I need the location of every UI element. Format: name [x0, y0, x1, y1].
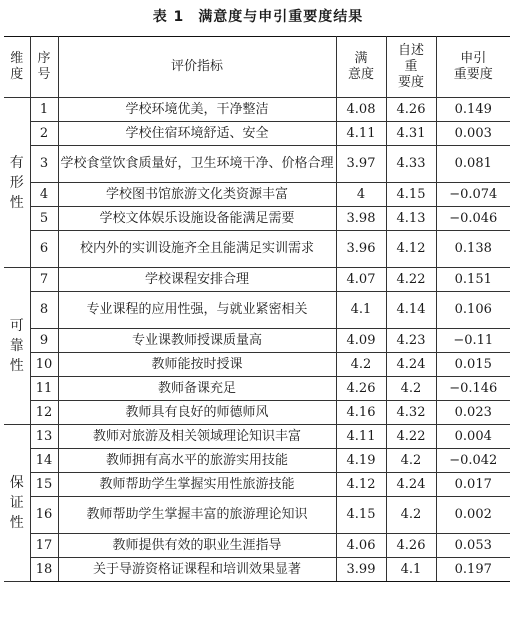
indicator-cell	[58, 377, 336, 401]
index-cell	[30, 401, 58, 425]
self-importance-cell	[386, 329, 436, 353]
self-importance-cell	[386, 534, 436, 558]
indicator-cell	[58, 473, 336, 497]
self-importance-cell	[386, 473, 436, 497]
self-importance-cell	[386, 292, 436, 329]
indicator-cell	[58, 497, 336, 534]
derived-importance-value: 0.017	[454, 476, 492, 492]
derived-importance-cell	[436, 268, 510, 292]
satisfaction-value: 3.98	[346, 210, 376, 226]
indicator-value: 学校住宿环境舒适、安全	[125, 125, 269, 141]
table-row	[4, 558, 510, 582]
table-row	[4, 329, 510, 353]
satisfaction-value: 3.99	[346, 561, 376, 577]
satisfaction-value: 4.08	[346, 101, 376, 117]
indicator-cell	[58, 534, 336, 558]
self-importance-cell	[386, 449, 436, 473]
self-importance-value: 4.22	[396, 428, 426, 444]
satisfaction-value: 4.09	[346, 332, 376, 348]
indicator-value: 教师帮助学生掌握实用性旅游技能	[99, 476, 295, 492]
table-row	[4, 268, 510, 292]
self-importance-value: 4.14	[396, 302, 426, 317]
self-importance-cell	[386, 231, 436, 268]
self-importance-value: 4.12	[396, 241, 426, 256]
derived-importance-value: 0.002	[454, 507, 492, 522]
satisfaction-value: 3.97	[346, 156, 376, 171]
results-table	[4, 36, 510, 582]
table-row	[4, 401, 510, 425]
derived-importance-cell	[436, 146, 510, 183]
self-importance-value: 4.31	[396, 125, 426, 141]
derived-importance-value: 0.197	[454, 561, 492, 577]
derived-importance-value: 0.106	[454, 302, 492, 317]
index-cell	[30, 292, 58, 329]
satisfaction-value: 4.26	[346, 380, 376, 396]
index-cell	[30, 122, 58, 146]
index-value: 2	[39, 125, 49, 141]
indicator-value: 学校文体娱乐设施设备能满足需要	[99, 210, 295, 226]
index-cell	[30, 558, 58, 582]
index-value: 17	[35, 537, 53, 553]
index-value: 12	[35, 404, 53, 420]
index-cell	[30, 98, 58, 122]
index-value: 4	[39, 186, 49, 202]
self-importance-cell	[386, 401, 436, 425]
index-cell	[30, 183, 58, 207]
derived-importance-value: 0.023	[454, 404, 492, 420]
index-value: 5	[39, 210, 49, 226]
derived-importance-cell	[436, 353, 510, 377]
derived-importance-value: −0.046	[449, 210, 498, 226]
header-index: 序 号	[30, 37, 58, 98]
self-importance-value: 4.26	[396, 101, 426, 117]
satisfaction-cell	[336, 377, 386, 401]
table-caption	[0, 6, 516, 26]
table-row	[4, 231, 510, 268]
indicator-cell	[58, 231, 336, 268]
derived-importance-cell	[436, 558, 510, 582]
index-value: 18	[35, 561, 53, 577]
satisfaction-cell	[336, 98, 386, 122]
self-importance-cell	[386, 497, 436, 534]
self-importance-value: 4.24	[396, 476, 426, 492]
self-importance-value: 4.23	[396, 332, 426, 348]
satisfaction-cell	[336, 122, 386, 146]
indicator-value: 教师提供有效的职业生涯指导	[112, 537, 282, 553]
self-importance-cell	[386, 268, 436, 292]
derived-importance-cell	[436, 329, 510, 353]
derived-importance-value: 0.151	[454, 271, 492, 287]
derived-importance-value: 0.149	[454, 101, 492, 117]
indicator-value: 学校环境优美，干净整洁	[125, 101, 269, 117]
satisfaction-value: 4.19	[346, 452, 376, 468]
index-cell	[30, 268, 58, 292]
indicator-value: 教师具有良好的师德师风	[125, 404, 269, 420]
satisfaction-cell	[336, 268, 386, 292]
index-value: 6	[39, 241, 49, 256]
table-row	[4, 98, 510, 122]
indicator-cell	[58, 122, 336, 146]
satisfaction-value: 4.1	[350, 302, 372, 317]
table-number: 表 1	[152, 9, 185, 25]
satisfaction-value: 4.16	[346, 404, 376, 420]
self-importance-cell	[386, 122, 436, 146]
self-importance-value: 4.2	[400, 452, 422, 468]
header-satisfaction: 满 意度	[336, 37, 386, 98]
satisfaction-cell	[336, 534, 386, 558]
indicator-cell	[58, 292, 336, 329]
table-title: 满意度与申引重要度结果	[198, 9, 364, 25]
table-row	[4, 449, 510, 473]
indicator-value: 学校食堂饮食质量好，卫生环境干净、价格合理	[60, 156, 334, 171]
satisfaction-value: 4.15	[346, 507, 376, 522]
index-value: 16	[35, 507, 53, 522]
derived-importance-cell	[436, 401, 510, 425]
satisfaction-cell	[336, 497, 386, 534]
self-importance-cell	[386, 183, 436, 207]
header-row	[4, 37, 510, 98]
derived-importance-cell	[436, 122, 510, 146]
satisfaction-cell	[336, 329, 386, 353]
indicator-cell	[58, 558, 336, 582]
satisfaction-value: 4.11	[346, 125, 376, 141]
satisfaction-value: 4	[356, 186, 366, 202]
indicator-cell	[58, 329, 336, 353]
dimension-cell	[4, 268, 30, 425]
index-value: 11	[35, 380, 53, 396]
indicator-value: 专业课程的应用性强，与就业紧密相关	[86, 302, 308, 317]
index-cell	[30, 207, 58, 231]
self-importance-value: 4.2	[400, 507, 422, 522]
derived-importance-cell	[436, 473, 510, 497]
index-value: 3	[39, 156, 49, 171]
self-importance-cell	[386, 98, 436, 122]
table-row	[4, 353, 510, 377]
indicator-cell	[58, 449, 336, 473]
indicator-value: 教师能按时授课	[151, 356, 243, 372]
indicator-cell	[58, 207, 336, 231]
index-value: 10	[35, 356, 53, 372]
satisfaction-value: 4.12	[346, 476, 376, 492]
self-importance-cell	[386, 146, 436, 183]
indicator-cell	[58, 401, 336, 425]
derived-importance-value: 0.015	[454, 356, 492, 372]
self-importance-value: 4.1	[400, 561, 422, 577]
satisfaction-value: 4.11	[346, 428, 376, 444]
derived-importance-value: −0.042	[449, 452, 498, 468]
index-value: 1	[39, 101, 49, 117]
satisfaction-cell	[336, 183, 386, 207]
derived-importance-value: 0.004	[454, 428, 492, 444]
satisfaction-cell	[336, 401, 386, 425]
satisfaction-value: 4.07	[346, 271, 376, 287]
derived-importance-cell	[436, 231, 510, 268]
index-cell	[30, 377, 58, 401]
self-importance-value: 4.24	[396, 356, 426, 372]
satisfaction-cell	[336, 353, 386, 377]
indicator-value: 学校图书馆旅游文化类资源丰富	[105, 186, 288, 202]
indicator-cell	[58, 183, 336, 207]
satisfaction-value: 4.2	[350, 356, 372, 372]
dimension-label: 保 证 性	[9, 475, 24, 531]
index-cell	[30, 473, 58, 497]
derived-importance-cell	[436, 292, 510, 329]
index-cell	[30, 425, 58, 449]
indicator-value: 教师备课充足	[157, 380, 236, 396]
self-importance-cell	[386, 207, 436, 231]
table-row	[4, 425, 510, 449]
indicator-cell	[58, 353, 336, 377]
indicator-cell	[58, 425, 336, 449]
self-importance-cell	[386, 377, 436, 401]
table-row	[4, 473, 510, 497]
satisfaction-cell	[336, 231, 386, 268]
derived-importance-cell	[436, 449, 510, 473]
self-importance-value: 4.33	[396, 156, 426, 171]
self-importance-cell	[386, 353, 436, 377]
derived-importance-cell	[436, 497, 510, 534]
index-cell	[30, 497, 58, 534]
indicator-value: 教师对旅游及相关领域理论知识丰富	[92, 428, 301, 444]
table-row	[4, 122, 510, 146]
self-importance-value: 4.2	[400, 380, 422, 396]
index-cell	[30, 353, 58, 377]
table-row	[4, 183, 510, 207]
derived-importance-value: −0.146	[449, 380, 498, 396]
self-importance-value: 4.22	[396, 271, 426, 287]
indicator-value: 教师拥有高水平的旅游实用技能	[105, 452, 288, 468]
table-row	[4, 534, 510, 558]
index-value: 7	[39, 271, 49, 287]
satisfaction-cell	[336, 146, 386, 183]
indicator-value: 专业课教师授课质量高	[131, 332, 262, 348]
dimension-cell	[4, 98, 30, 268]
derived-importance-cell	[436, 98, 510, 122]
derived-importance-value: 0.081	[454, 156, 492, 171]
dimension-label: 有 形 性	[9, 154, 24, 211]
derived-importance-value: −0.074	[449, 186, 498, 202]
satisfaction-cell	[336, 473, 386, 497]
table-row	[4, 207, 510, 231]
index-cell	[30, 449, 58, 473]
header-indicator: 评价指标	[58, 37, 336, 98]
self-importance-cell	[386, 558, 436, 582]
indicator-cell	[58, 98, 336, 122]
index-value: 15	[35, 476, 53, 492]
indicator-cell	[58, 146, 336, 183]
index-value: 13	[35, 428, 53, 444]
self-importance-value: 4.15	[396, 186, 426, 202]
satisfaction-cell	[336, 449, 386, 473]
derived-importance-value: 0.053	[454, 537, 492, 553]
indicator-value: 学校课程安排合理	[144, 271, 249, 287]
derived-importance-value: 0.003	[454, 125, 492, 141]
satisfaction-cell	[336, 425, 386, 449]
derived-importance-value: 0.138	[454, 241, 492, 256]
index-cell	[30, 146, 58, 183]
table-body	[4, 98, 510, 582]
index-cell	[30, 231, 58, 268]
index-value: 14	[35, 452, 53, 468]
self-importance-value: 4.32	[396, 404, 426, 420]
table-row	[4, 292, 510, 329]
index-value: 8	[39, 302, 49, 317]
table-row	[4, 146, 510, 183]
dimension-label: 可 靠 性	[9, 318, 24, 374]
satisfaction-cell	[336, 292, 386, 329]
table-row	[4, 497, 510, 534]
satisfaction-cell	[336, 207, 386, 231]
derived-importance-cell	[436, 534, 510, 558]
self-importance-value: 4.26	[396, 537, 426, 553]
header-self-importance: 自述 重 要度	[386, 37, 436, 98]
satisfaction-value: 4.06	[346, 537, 376, 553]
header-dimension: 维 度	[4, 37, 30, 98]
header-derived-importance: 申引 重要度	[436, 37, 510, 98]
self-importance-value: 4.13	[396, 210, 426, 226]
derived-importance-value: −0.11	[453, 332, 494, 348]
dimension-cell	[4, 425, 30, 582]
indicator-cell	[58, 268, 336, 292]
index-value: 9	[39, 332, 49, 348]
self-importance-cell	[386, 425, 436, 449]
indicator-value: 关于导游资格证课程和培训效果显著	[92, 561, 301, 577]
index-cell	[30, 534, 58, 558]
satisfaction-value: 3.96	[346, 241, 376, 256]
derived-importance-cell	[436, 183, 510, 207]
indicator-value: 教师帮助学生掌握丰富的旅游理论知识	[86, 507, 308, 522]
derived-importance-cell	[436, 377, 510, 401]
indicator-value: 校内外的实训设施齐全且能满足实训需求	[79, 241, 314, 256]
satisfaction-cell	[336, 558, 386, 582]
derived-importance-cell	[436, 207, 510, 231]
derived-importance-cell	[436, 425, 510, 449]
index-cell	[30, 329, 58, 353]
table-row	[4, 377, 510, 401]
